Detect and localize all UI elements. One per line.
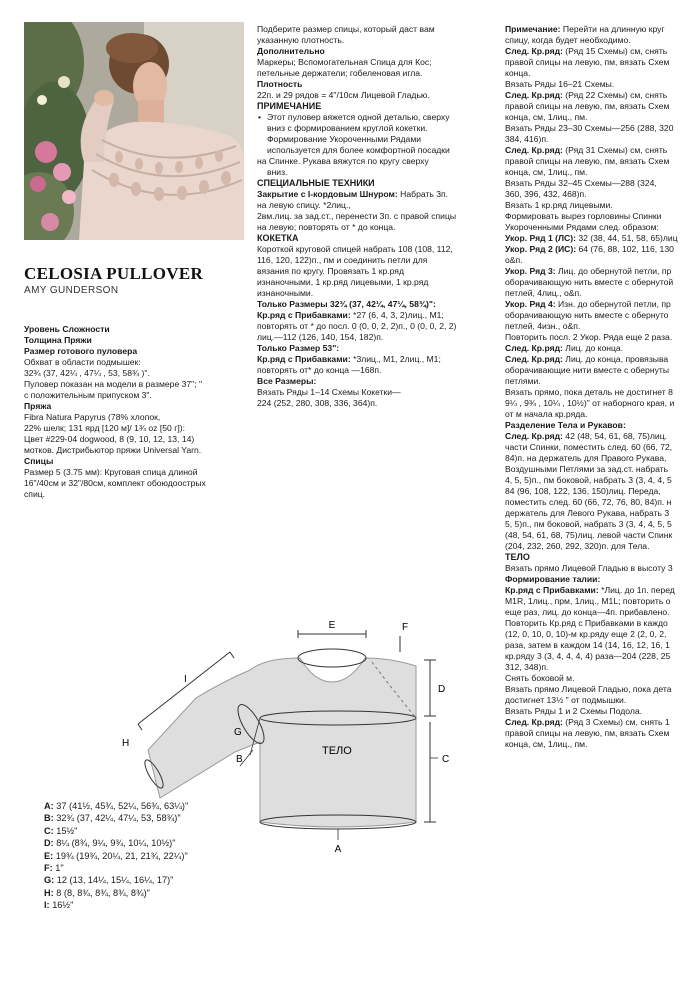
instruction-line: (48, 54, 61, 68, 75)лиц. левой части Спинк [505,530,673,540]
instruction-line: Повторить посл. 2 Укор. Ряда еще 2 раза. [505,332,673,342]
instruction-line [505,90,695,101]
round-label: Кр.ряд с Прибавками: [257,354,351,364]
instruction-line: оборачивающие нити вместе с обернуты [505,365,669,375]
instruction-label: Примечание: [505,24,561,34]
instruction-line: спицу, когда будет необходимо. [505,35,631,45]
instruction-text: (Ряд 3 Схемы) см, снять 1 [562,717,670,727]
measurement-row [44,825,188,837]
all-sizes-line: Вязать Ряды 1–14 Схемы Кокетки— [257,387,401,397]
label-c: C [442,754,450,765]
instruction-line: от м начала кр.ряда. [505,409,588,419]
label-d: D [438,684,446,695]
instruction-label: Укор. Ряд 4: [505,299,556,309]
label-b: B [236,754,243,765]
yarn-line: мотков. Дистрибьютор пряжи Universal Yarn. [24,445,202,455]
instruction-line: Вязать прямо Лицевой Гладью, пока дета [505,684,672,694]
instruction-line: достигнет 13½ " от подмышки. [505,695,627,705]
waist-heading: Формирование талии: [505,574,601,584]
needles-heading: Спицы [24,456,54,466]
instruction-text: Лиц. до конца. [562,343,624,353]
needles-line: 16"/40см и 32"/80см, комплект обоюдоострых [24,478,206,488]
needles-line: спиц. [24,489,46,499]
measurement-list [44,800,188,912]
measurement-letter: C: [44,825,54,836]
instruction-line: (12, 0, 10, 0, 10)-м кр.ряду еще 2 (2, 0, 2, [505,629,667,639]
instruction-text: Изн. до обернутой петли, пр [555,299,671,309]
instruction-line: Снять боковой м. [505,673,575,683]
instruction-line: правой спицы на левую, пм, вязать Схем [505,101,670,111]
sizes-b-line: повторять от* до конца —168п. [257,365,382,375]
instruction-text: 64 (76, 88, 102, 116, 130 [576,244,674,254]
instruction-line: Формировать вырез горловины Спинки [505,211,662,221]
instruction-line: o&п. [505,255,523,265]
yoke-line: вязания по кругу. Провязать 1 кр.ряд [257,266,404,276]
instruction-line: Вязать Ряды 1 и 2 Схемы Подола. [505,706,643,716]
note-line: • Этот пуловер вяжется одной деталью, сверху [257,112,495,123]
instruction-label: Укор. Ряд 1 (ЛС): [505,233,576,243]
instruction-line [505,585,695,596]
yoke-line: изнаночными, 1 кр.ряд лицевыми, 1 кр.ряд [257,277,429,287]
measurement-row [44,899,188,911]
instruction-line: Вязать прямо, пока деталь не достигнет 8 [505,387,673,397]
sizes-a-line: повторять от * до посл. 0 (0, 0, 2, 2)п., 0 (0, 0, 2, 2) [257,321,457,331]
intro-line: Подберите размер спицы, который даст вам [257,24,435,34]
instruction-line [505,24,695,35]
instruction-text: (Ряд 22 Схемы) см, снять [562,90,668,100]
body-heading: ТЕЛО [505,552,530,562]
level-heading: Уровень Сложности [24,324,110,334]
instruction-label: Укор. Ряд 2 (ИС): [505,244,577,254]
note-line: используется для более комфортной посадки [267,145,450,155]
round-text: *27 (6, 4, 3, 2)лиц., M1; [350,310,444,320]
technique-line: 2вм.лиц. за зад.ст., перенести 3п. с правой спицы [257,211,457,221]
instruction-text: *Лиц. до 1п. перед [598,585,675,595]
measurement-letter: B: [44,813,54,824]
measurement-value: 12 (13, 14¼, 15¼, 16¼, 17)" [56,875,174,886]
instruction-line: 360, 396, 432, 468)п. [505,189,587,199]
yarn-weight-heading: Толщина Пряжи [24,335,92,345]
yarn-line: 22% шелк; 131 ярд [120 м]/ 1¾ oz [50 г]): [24,423,185,433]
measurement-letter: H: [44,887,54,898]
instruction-label: След. Кр.ряд: [505,354,563,364]
instruction-text: Лиц. до конца, провязыва [562,354,669,364]
label-f: F [402,622,409,633]
pattern-author: AMY GUNDERSON [24,285,119,296]
instruction-line: еще раз, лиц. до конца—4п. прибавлено. [505,607,670,617]
label-body: ТЕЛО [322,745,352,757]
instruction-line [505,343,695,354]
instruction-text: 32 (38, 44, 51, 58, 65)лиц [575,233,678,243]
measurement-value: 32¾ (37, 42¼, 47¼, 53, 58¾)" [56,813,181,824]
yarn-line: Цвет #229-04 dogwood, 8 (9, 10, 12, 13, 14) [24,434,195,444]
sizes-a-line [257,310,495,321]
technique-name: Закрытие с I-кордовым Шнуром: [257,189,398,199]
measurement-letter: A: [44,801,54,811]
measurement-row [44,837,188,849]
gauge-line: 22п. и 29 рядов = 4"/10см Лицевой Гладью. [257,90,430,100]
yarn-heading: Пряжа [24,401,52,411]
instruction-line [505,354,695,365]
size-line: Пуловер показан на модели в размере 37"; " [24,379,203,389]
instruction-line: кр.ряду 3 (3, 4, 4, 4, 4) раза—204 (228, 25 [505,651,671,661]
instruction-line [505,717,695,728]
instruction-line: Укороченными Рядами след. образом: [505,222,659,232]
measurement-row [44,887,188,899]
instruction-line: Повторить Кр.ряд с Прибавками в каждо [505,618,668,628]
instruction-line: части Спинки, поместить след. 60 (66, 72, [505,442,673,452]
instruction-line: 384, 416)п. [505,134,549,144]
instruction-line [505,431,695,442]
instruction-text: Лиц. до обернутой петли, пр [555,266,672,276]
label-i: I [184,674,187,685]
measurement-letter: G: [44,875,55,886]
neckline-ellipse [298,649,366,667]
instruction-line: конца. [505,68,531,78]
instruction-line: 4, 5, 5)п., пм боковой, набрать 3 (3, 4, 4, 5 [505,475,672,485]
instruction-line: Вязать прямо Лицевой Гладью в высоту 3 [505,563,673,573]
instruction-label: След. Кр.ряд: [505,90,563,100]
middle-column [257,24,495,409]
left-column [24,324,250,500]
size-line: Обхват в области подмышек: [24,357,141,367]
all-sizes-heading: Все Размеры: [257,376,317,386]
instruction-line: поместить след. 60 (66, 72, 76, 80, 84)п. н [505,497,672,507]
instruction-line [505,46,695,57]
dim-tick [230,652,234,658]
measurement-value: 37 (41½, 45¾, 52¼, 56¾, 63¼)" [56,801,189,811]
sizes-a-heading: Только Размеры 32¾ (37, 42¼, 47¼, 58¾)": [257,299,436,309]
instruction-label: След. Кр.ряд: [505,145,563,155]
instruction-line: 5, 5)п., пм боковой, набрать 3 (3, 4, 4, 5, 5 [505,519,672,529]
dim-tick [138,724,142,730]
right-column [505,24,695,750]
yoke-heading: КОКЕТКА [257,233,299,243]
instruction-line [505,299,695,310]
note-line: вниз с формированием круглой кокетки. [267,123,428,133]
label-e: E [328,620,336,631]
label-h: H [122,738,130,749]
label-g: G [234,727,242,738]
extra-line: Маркеры; Вспомогательная Спица для Кос; [257,57,432,67]
needles-line: Размер 5 (3.75 мм): Круговая спица длиной [24,467,198,477]
instruction-label: След. Кр.ряд: [505,46,563,56]
instruction-line [505,244,695,255]
extra-heading: Дополнительно [257,46,325,56]
instruction-line: петлей, 4лиц., o&п. [505,288,582,298]
instruction-line: раза, затем в каждом 14 (14, 16, 12, 16, 1 [505,640,670,650]
technique-text: Набрать 3п. [397,189,449,199]
instruction-line [505,145,695,156]
measurement-row [44,850,188,862]
instruction-line: конца, см, 1лиц., пм. [505,739,588,749]
instruction-line: (204, 232, 260, 292, 320)п. для Тела. [505,541,650,551]
measurement-row [44,874,188,886]
instruction-line: Вязать Ряды 23–30 Схемы—256 (288, 320 [505,123,674,133]
instruction-line: конца, см, 1лиц., пм. [505,167,588,177]
note-heading: ПРИМЕЧАНИЕ [257,101,322,111]
pattern-title: CELOSIA PULLOVER [24,264,204,283]
measurement-row [44,800,188,812]
measurement-letter: E: [44,850,54,861]
measurement-value: 8¼ (8¾, 9¼, 9¾, 10¼, 10½)" [56,838,176,849]
sizes-a-line: лиц.—112 (126, 140, 154, 182)п. [257,332,384,342]
note-line: на Спинке. Рукава вяжутся по кругу сверху [257,156,429,166]
size-line: с положительным припуском 3". [24,390,152,400]
instruction-line [505,266,695,277]
model-photo [24,22,244,240]
instruction-label: След. Кр.ряд: [505,343,563,353]
instruction-line: Вязать Ряды 16–21 Схемы. [505,79,615,89]
instruction-line: конца, см, 1лиц., пм. [505,112,588,122]
instruction-line: Вязать 1 кр.ряд лицевыми. [505,200,613,210]
instruction-line: 9¼ , 9¾ , 10¼ , 10½)" от наборного края, и [505,398,675,408]
yarn-line: Fibra Natura Papyrus (78% хлопок, [24,412,161,422]
instruction-label: Кр.ряд с Прибавками: [505,585,599,595]
measurement-value: 1" [55,863,64,874]
instruction-line: 84 (96, 108, 122, 136, 150)лиц. Переда, [505,486,661,496]
measurement-value: 16½" [52,900,74,911]
round-text: *3лиц., M1, 2лиц., M1; [350,354,441,364]
instruction-line: правой спицы на левую, пм, вязать Схем [505,728,670,738]
size-line: 32¾ (37, 42¼ , 47¼ , 53, 58¾ )". [24,368,150,378]
instruction-line: оборачивающую нить вместе с обернуто [505,310,669,320]
measurement-value: 19¾ (19¾, 20¼, 21, 21¾, 22¼)" [55,850,188,861]
measurement-value: 15½" [56,825,78,836]
division-heading: Разделение Тела и Рукавов: [505,420,626,430]
measurement-row [44,812,188,824]
instruction-line: оборачивающую нить вместе с обернутой [505,277,674,287]
technique-line: на левую спицу. *2лиц., [257,200,351,210]
technique-line [257,189,495,200]
extra-line: петельные держатели; гобеленовая игла. [257,68,423,78]
sizes-b-line [257,354,495,365]
instruction-line: 312, 348)п. [505,662,549,672]
instruction-line: правой спицы на левую, пм, вязать Схем [505,156,670,166]
instruction-line: 84)п. на держатель для Правого Рукава, [505,453,667,463]
measurement-letter: D: [44,838,54,849]
techniques-heading: СПЕЦИАЛЬНЫЕ ТЕХНИКИ [257,178,375,188]
instruction-line: Воздушными Петлями за зад.ст. набрать [505,464,669,474]
instruction-line: M1R, 1лиц., прм, 1лиц., M1L; повторить о [505,596,671,606]
measurement-row [44,862,188,874]
instruction-label: Укор. Ряд 3: [505,266,556,276]
instruction-text: (Ряд 15 Схемы) см, снять [562,46,668,56]
round-label: Кр.ряд с Прибавками: [257,310,351,320]
instruction-line: Вязать Ряды 32–45 Схемы—288 (324, [505,178,657,188]
instruction-text: (Ряд 31 Схемы) см, снять [562,145,668,155]
yoke-line: Короткой круговой спицей набрать 108 (108, 112, [257,244,453,254]
yoke-line: 116, 120, 122)п., пм и соединить петли для [257,255,428,265]
model-photo-illustration [24,22,244,240]
instruction-text: Перейти на длинную круг [560,24,665,34]
size-heading: Размер готового пуловера [24,346,138,356]
label-a: A [334,844,342,855]
yoke-line: изнаночными. [257,288,314,298]
instruction-line: петлями. [505,376,541,386]
measurement-letter: I: [44,900,50,911]
note-line: Формирование Укороченными Рядами [267,134,422,144]
gauge-heading: Плотность [257,79,303,89]
technique-line: на левую; повторять от * до конца. [257,222,396,232]
all-sizes-line: 224 (252, 280, 308, 336, 364)п. [257,398,378,408]
instruction-line: правой спицы на левую, пм, вязать Схем [505,57,670,67]
note-line: вниз. [267,167,288,177]
measurement-value: 8 (8, 8¾, 8¾, 8¾, 8¾)" [56,887,150,898]
instruction-label: След. Кр.ряд: [505,717,563,727]
instruction-label: След. Кр.ряд: [505,431,563,441]
instruction-line: петлей, 4изн., o&п. [505,321,581,331]
measurement-letter: F: [44,863,53,874]
intro-line: указанную плотность. [257,35,345,45]
instruction-line [505,233,695,244]
instruction-line: держатель для Левого Рукава, набрать 3 [505,508,670,518]
instruction-text: 42 (48, 54, 61, 68, 75)лиц. [562,431,667,441]
sizes-b-heading: Только Размер 53": [257,343,340,353]
